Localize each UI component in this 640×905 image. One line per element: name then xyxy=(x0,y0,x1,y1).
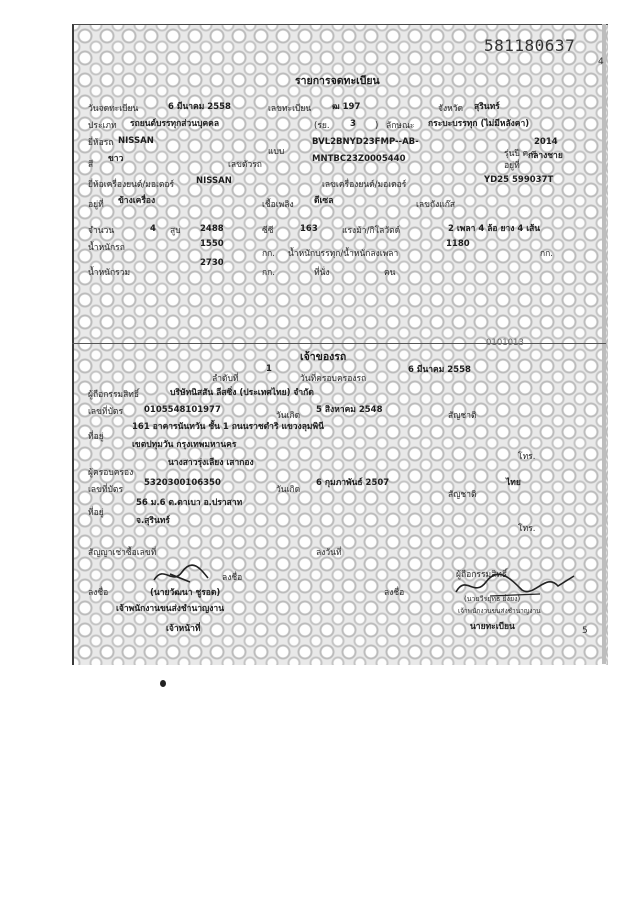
reg-no-label: เลขทะเบียน xyxy=(268,104,312,114)
gross-unit: กก. xyxy=(262,268,275,278)
officer-title: เจ้าพนักงานขนส่งชำนาญงาน xyxy=(116,604,225,614)
smudged-number: 0101013 xyxy=(486,338,524,348)
engine-brand-label: ยี่ห้อเครื่องยนต์/มอเตอร์ xyxy=(88,180,175,190)
handwritten-number: 581180637 xyxy=(484,36,576,55)
id-value: 0105548101977 xyxy=(144,405,221,415)
birth-value: 5 สิงหาคม 2548 xyxy=(316,405,383,415)
reg-date-value: 6 มีนาคม 2558 xyxy=(168,102,231,112)
engine-brand-value: NISSAN xyxy=(196,176,232,186)
page-number-top: 4 xyxy=(598,57,604,67)
address2-line2: จ.สุรินทร์ xyxy=(136,516,170,526)
reg-date-label: วันจดทะเบียน xyxy=(88,104,139,114)
birth2-label: วันเกิด xyxy=(276,485,301,495)
tel-label: โทร. xyxy=(518,452,536,462)
tel2-label: โทร. xyxy=(518,524,536,534)
address2-label: ที่อยู่ xyxy=(88,508,104,518)
section1-title: รายการจดทะเบียน xyxy=(295,75,380,87)
char-value: กระบะบรรทุก (ไม่มีหลังคา) xyxy=(428,119,530,129)
model-label: แบบ xyxy=(268,147,285,157)
possession-date-value: 6 มีนาคม 2558 xyxy=(408,365,471,375)
officer-signature-icon xyxy=(150,560,230,590)
reg-no-value: ฒ 197 xyxy=(332,102,361,112)
address-line1: 161 อาคารนันทวัน ชั้น 1 ถนนราชดำริ แขวงลุมพินี xyxy=(132,422,324,432)
gross-label: น้ำหนักรวม xyxy=(88,268,131,278)
engine-location-label: อยู่ที่ xyxy=(88,200,104,210)
nationality2-label: สัญชาติ xyxy=(448,490,477,500)
registrar-title: เจ้าพนักงานขนส่งชำนาญงาน xyxy=(458,607,541,615)
person-label: คน xyxy=(384,268,396,278)
section2-title: เจ้าของรถ xyxy=(300,351,347,363)
order-label: ลำดับที่ xyxy=(212,374,239,384)
registrar-role: นายทะเบียน xyxy=(470,622,515,632)
color-label: สี xyxy=(88,160,94,170)
holder-value: บริษัทนิสสัน ลีสซิ่ง (ประเทศไทย) จำกัด xyxy=(170,388,314,398)
id2-label: เลขที่บัตร xyxy=(88,485,124,495)
hp-value: 163 xyxy=(300,224,318,234)
province-label: จังหวัด xyxy=(438,104,464,114)
gas-label: เลขถังแก๊ส xyxy=(416,200,456,210)
load-unit: กก. xyxy=(540,249,553,259)
engine-no-label: เลขเครื่องยนต์/มอเตอร์ xyxy=(322,180,407,190)
address-label: ที่อยู่ xyxy=(88,432,104,442)
brand-value: NISSAN xyxy=(118,136,154,146)
count-value: 4 xyxy=(150,224,156,234)
count-label: จำนวน xyxy=(88,226,115,236)
model-value: BVL2BNYD23FMP--AB- xyxy=(312,137,419,147)
id-label: เลขที่บัตร xyxy=(88,407,124,417)
engine-location-value: ข้างเครื่อง xyxy=(118,196,156,206)
fuel-value: ดีเซล xyxy=(314,196,334,206)
officer-name: (นายวัฒนา ชูรอด) xyxy=(150,588,221,598)
chassis-value: MNTBC23Z0005440 xyxy=(312,154,406,164)
cyl-label: สูบ xyxy=(170,226,181,236)
type-value: รถยนต์บรรทุกส่วนบุคคล xyxy=(130,119,220,129)
engine-no-value: YD25 599037T xyxy=(484,175,554,185)
order-value: 1 xyxy=(266,364,272,374)
province-value: สุรินทร์ xyxy=(474,102,500,112)
address-line2: เขตปทุมวัน กรุงเทพมหานคร xyxy=(132,440,237,450)
nationality2-value: ไทย xyxy=(506,478,521,488)
registrar-sign-label: ลงชื่อ xyxy=(384,588,405,598)
sheet-shadow-edge xyxy=(602,24,606,664)
page-number-bottom: 5 xyxy=(582,626,588,636)
contract-date-label: ลงวันที่ xyxy=(316,548,342,558)
possessor-value: นางสาวรุ่งเลียง เสากอง xyxy=(168,458,254,468)
weight-label: น้ำหนักรถ xyxy=(88,243,125,253)
chassis-label: เลขตัวรถ xyxy=(228,160,262,170)
load-value: 1180 xyxy=(446,239,470,249)
hp-label: แรงม้า/กิโลวัตต์ xyxy=(342,226,401,236)
char-label: ลักษณะ xyxy=(386,121,415,131)
contract-label: สัญญาเช่าซื้อเลขที่ xyxy=(88,548,157,558)
officer-sign-label: ลงชื่อ xyxy=(222,573,243,583)
location-value: กลางชาย xyxy=(528,151,563,161)
gross-value: 2730 xyxy=(200,258,224,268)
cc-value: 2488 xyxy=(200,224,224,234)
officer-role: เจ้าหน้าที่ xyxy=(166,624,201,634)
section-divider xyxy=(72,343,606,344)
brand-label: ยี่ห้อรถ xyxy=(88,138,114,148)
birth-label: วันเกิด xyxy=(276,411,301,421)
nationality-label: สัญชาติ xyxy=(448,411,477,421)
ink-spot xyxy=(160,680,166,687)
owner-label: ผู้ถือกรรมสิทธิ์ xyxy=(456,570,508,580)
possessor-label: ผู้ครอบครอง xyxy=(88,468,134,478)
location-label: อยู่ที่ xyxy=(504,161,520,171)
rc-label: (รย. xyxy=(314,121,330,131)
id2-value: 5320300106350 xyxy=(144,478,221,488)
color-value: ขาว xyxy=(108,154,124,164)
load-label: น้ำหนักบรรทุก/น้ำหนักลงเพลา xyxy=(288,249,399,259)
seat-label: ที่นั่ง xyxy=(314,268,330,278)
year-label: รุ่นปี ค.ศ. xyxy=(504,149,539,159)
address2-line1: 56 ม.6 ต.ตาเบา อ.ปราสาท xyxy=(136,498,243,508)
year-value: 2014 xyxy=(534,137,558,147)
weight-value: 1550 xyxy=(200,239,224,249)
registrar-name: (นายวีรยุทธ ยิ่งยง) xyxy=(464,595,521,603)
possession-date-label: วันที่ครอบครองรถ xyxy=(300,374,367,384)
rc-value: 3 xyxy=(350,119,356,129)
axle-value: 2 เพลา 4 ล้อ ยาง 4 เส้น xyxy=(448,224,541,234)
fuel-label: เชื้อเพลิง xyxy=(262,200,294,210)
birth2-value: 6 กุมภาพันธ์ 2507 xyxy=(316,478,390,488)
holder-label: ผู้ถือกรรมสิทธิ์ xyxy=(88,390,140,400)
cc-label: ซีซี xyxy=(262,226,274,236)
weight-unit: กก. xyxy=(262,249,275,259)
officer-sign-label-left: ลงชื่อ xyxy=(88,588,109,598)
type-label: ประเภท xyxy=(88,121,117,131)
rc-close: ) xyxy=(375,121,379,131)
